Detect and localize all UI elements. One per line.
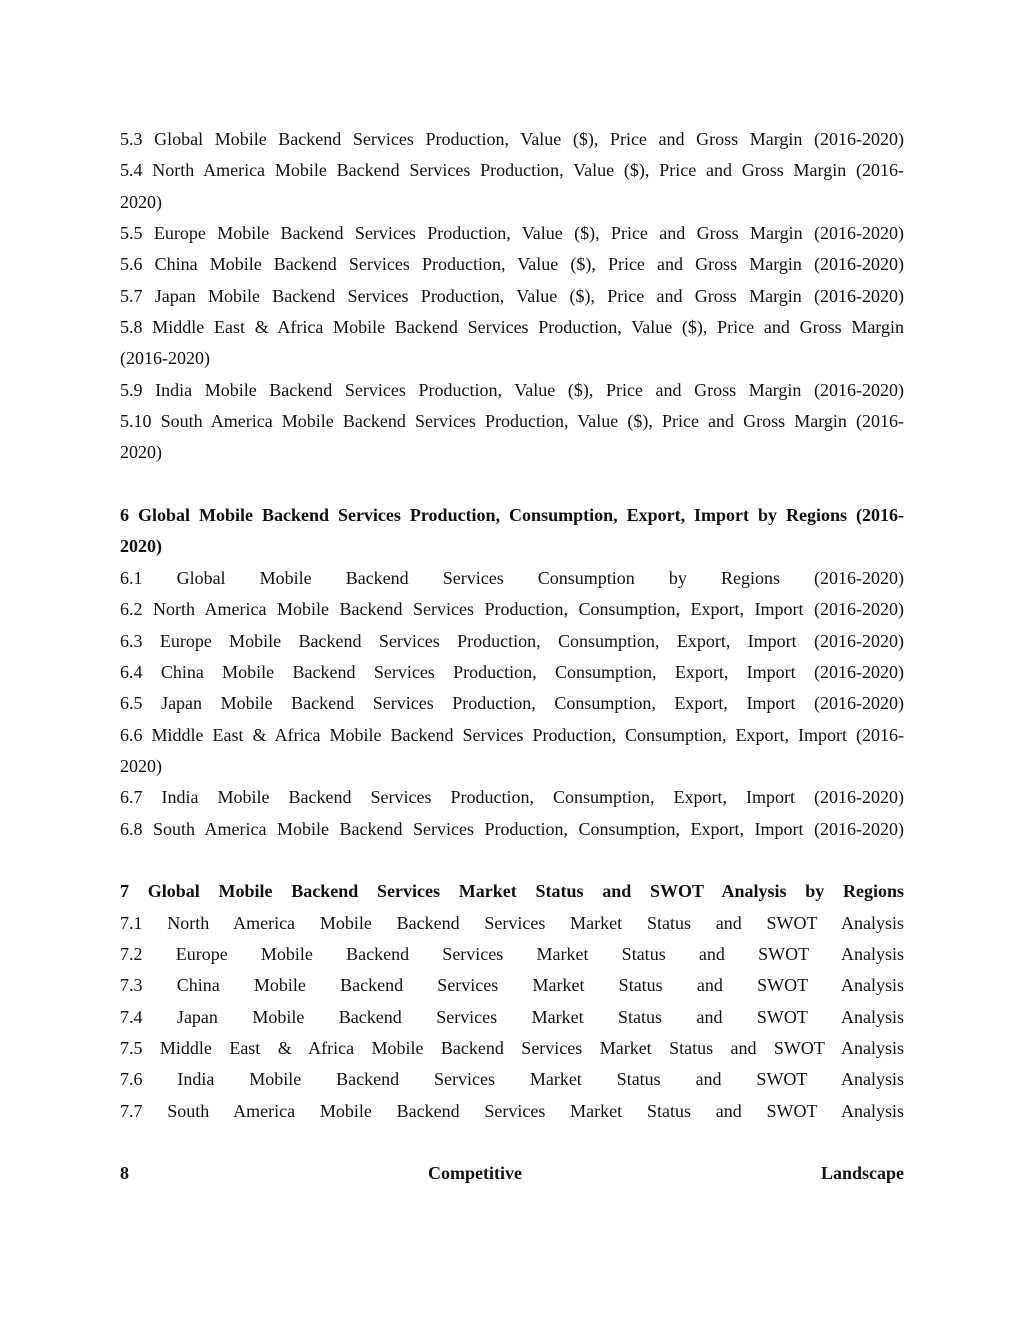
toc-entry-line: 2020)	[120, 442, 162, 463]
toc-entry-line: 5.5 Europe Mobile Backend Services Production, Value ($), Price and Gross Margin (2016-2020)	[120, 223, 904, 244]
section-heading-line: 2020)	[120, 536, 162, 557]
section-heading-line: 8 Competitive Landscape	[120, 1163, 904, 1184]
section-heading-line: 6 Global Mobile Backend Services Production, Consumption, Export, Import by Regions (2016-	[120, 505, 904, 526]
toc-entry-line: 5.4 North America Mobile Backend Services Production, Value ($), Price and Gross Margin (2016-	[120, 160, 904, 181]
toc-entry-line: 5.10 South America Mobile Backend Services Production, Value ($), Price and Gross Margin (2016-	[120, 411, 904, 432]
toc-entry-line: 7.1 North America Mobile Backend Services Market Status and SWOT Analysis	[120, 912, 904, 933]
blank-line	[120, 469, 904, 500]
toc-entry-line: 6.5 Japan Mobile Backend Services Production, Consumption, Export, Import (2016-2020)	[120, 693, 904, 714]
toc-entry-line: 6.7 India Mobile Backend Services Production, Consumption, Export, Import (2016-2020)	[120, 787, 904, 808]
document-page	[120, 124, 904, 1190]
toc-entry-line: 7.4 Japan Mobile Backend Services Market Status and SWOT Analysis	[120, 1006, 904, 1027]
toc-entry-line: 6.6 Middle East & Africa Mobile Backend Services Production, Consumption, Export, Import (2016-	[120, 724, 904, 745]
section-heading-line: 7 Global Mobile Backend Services Market Status and SWOT Analysis by Regions	[120, 881, 904, 902]
toc-entry-line: 5.3 Global Mobile Backend Services Production, Value ($), Price and Gross Margin (2016-2020)	[120, 129, 904, 149]
toc-entry-line: 7.7 South America Mobile Backend Services Market Status and SWOT Analysis	[120, 1100, 904, 1121]
toc-entry-line: 6.8 South America Mobile Backend Services Production, Consumption, Export, Import (2016-2020)	[120, 818, 904, 839]
toc-entry-line: 7.6 India Mobile Backend Services Market Status and SWOT Analysis	[120, 1069, 904, 1090]
toc-entry-line: 2020)	[120, 191, 162, 212]
toc-entry-line: 6.1 Global Mobile Backend Services Consumption by Regions (2016-2020)	[120, 567, 904, 588]
toc-entry-line: (2016-2020)	[120, 348, 210, 369]
toc-entry-line: 7.3 China Mobile Backend Services Market Status and SWOT Analysis	[120, 975, 904, 996]
toc-entry-line: 6.4 China Mobile Backend Services Production, Consumption, Export, Import (2016-2020)	[120, 661, 904, 682]
toc-entry-line: 5.9 India Mobile Backend Services Production, Value ($), Price and Gross Margin (2016-2020)	[120, 379, 904, 400]
blank-line	[120, 845, 904, 876]
toc-entry-line: 6.3 Europe Mobile Backend Services Production, Consumption, Export, Import (2016-2020)	[120, 630, 904, 651]
toc-entry-line: 7.5 Middle East & Africa Mobile Backend Services Market Status and SWOT Analysis	[120, 1037, 904, 1058]
toc-entry-line: 5.8 Middle East & Africa Mobile Backend Services Production, Value ($), Price and Gross Margin	[120, 317, 904, 338]
toc-entry-line: 5.7 Japan Mobile Backend Services Production, Value ($), Price and Gross Margin (2016-2020)	[120, 285, 904, 306]
blank-line	[120, 1127, 904, 1158]
toc-entry-line: 2020)	[120, 755, 162, 776]
toc-entry-line: 5.6 China Mobile Backend Services Production, Value ($), Price and Gross Margin (2016-2020)	[120, 254, 904, 275]
toc-entry-line: 7.2 Europe Mobile Backend Services Market Status and SWOT Analysis	[120, 943, 904, 964]
toc-entry-line: 6.2 North America Mobile Backend Services Production, Consumption, Export, Import (2016-2020)	[120, 599, 904, 620]
